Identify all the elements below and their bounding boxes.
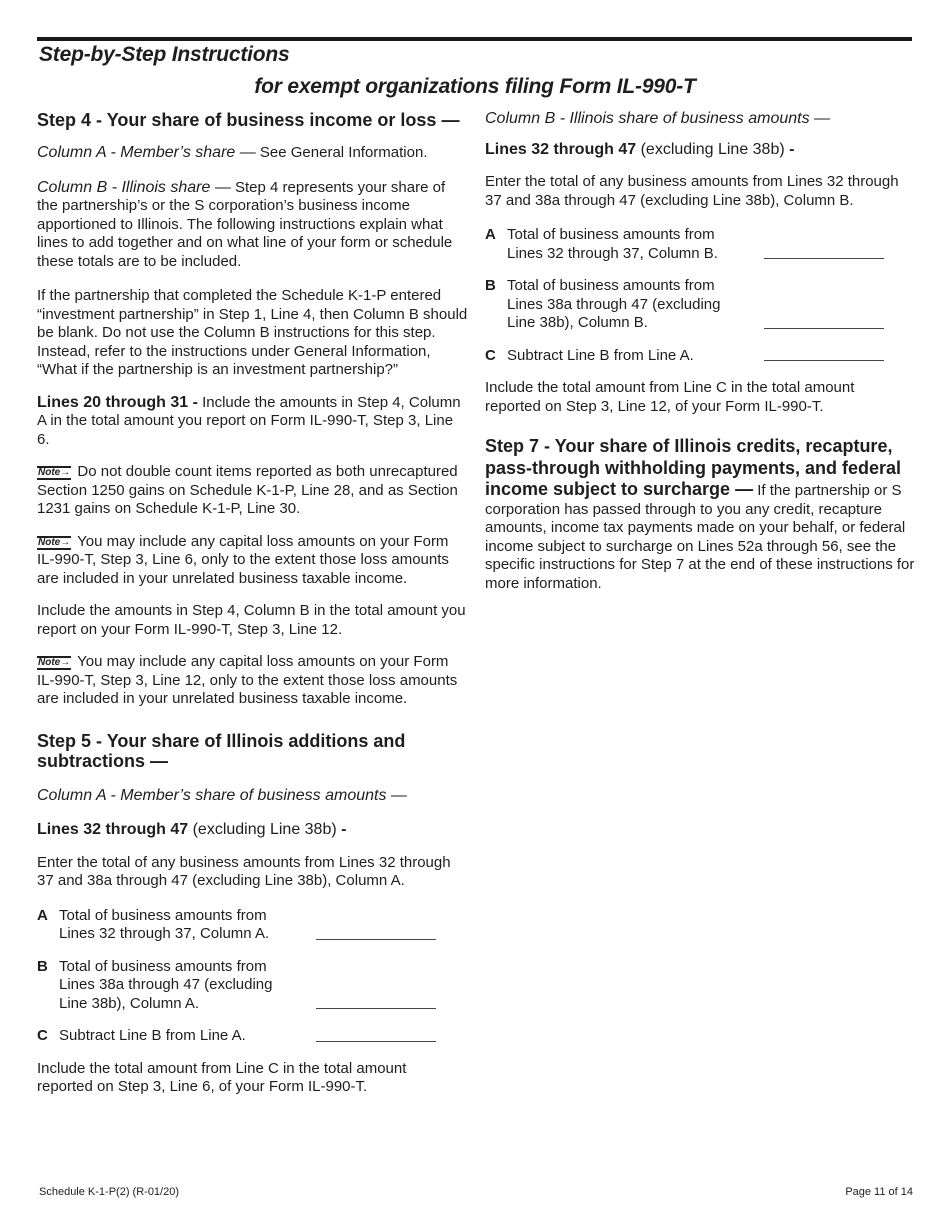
note3-paragraph xyxy=(37,653,469,709)
line-text: Subtract Line B from Line A. xyxy=(59,1027,246,1044)
line-item-c xyxy=(37,1027,469,1046)
lines32-dash: - xyxy=(789,140,795,158)
colB5-label: Column B - Illinois share of business amounts — xyxy=(485,110,831,127)
colB-text: Step 4 represents your share of the partnership’s or the S corporation’s business income apportioned to Illinois. The following instructions explain what lines to add together and on what line of your form or schedule these totals are to be included. xyxy=(37,178,453,270)
colA5-label: Column A - Member’s share of business amounts — xyxy=(37,786,407,804)
note2-paragraph xyxy=(37,533,469,589)
colA-label: Column A - Member’s share — xyxy=(37,144,256,161)
line-letter: C xyxy=(485,346,496,364)
lines32-rest: (excluding Line 38b) xyxy=(636,140,790,158)
lines32-heading xyxy=(37,821,469,840)
page-subtitle-text: for exempt organizations filing Form IL-990-T xyxy=(254,75,696,98)
colB-paragraph xyxy=(37,179,469,272)
line-letter: C xyxy=(37,1027,48,1044)
line-text: Total of business amounts from Lines 38a through 47 (excluding Line 38b), Column A. xyxy=(59,957,273,1012)
step5-heading: Step 5 - Your share of Illinois additions and subtractions — xyxy=(37,730,406,771)
line-c-blank xyxy=(764,359,884,361)
line-a-blank xyxy=(764,257,884,259)
note2-text: You may include any capital loss amounts on your Form IL-990-T, Step 3, Line 6, only to the extent those loss amounts are included in your unrelated business taxable income. xyxy=(37,532,449,587)
line-letter: B xyxy=(485,277,496,294)
line-a-blank xyxy=(316,938,436,940)
note3-text: You may include any capital loss amounts on your Form IL-990-T, Step 3, Line 12, only to the extent those loss amounts are included in your unrelated business taxable income. xyxy=(37,653,458,707)
line-letter: A xyxy=(485,226,496,243)
line-item-a xyxy=(37,907,469,944)
step7-text: If the partnership or S corporation has passed through to you any credit, recapture amounts, income tax payments made on your behalf, or federal income subject to surcharge on Lines 52a through 56, see the specific instructions for Step 7 at the end of these instructions for more information. xyxy=(485,482,915,592)
lines20-label: Lines 20 through 31 - xyxy=(37,393,198,411)
lines32-bold: Lines 32 through 47 xyxy=(37,821,189,838)
step4-heading: Step 4 - Your share of business income or loss — xyxy=(37,110,460,130)
left-column xyxy=(37,110,469,1111)
lines20-text: Include the amounts in Step 4, Column A in the total amount you report on Form IL-990-T, Step 3, Line 6. xyxy=(37,393,461,448)
page-number: Page 11 of 14 xyxy=(845,1186,913,1198)
lines32-rest: (excluding Line 38b) xyxy=(188,821,342,838)
note-icon: Note→ xyxy=(38,536,71,548)
enter-total-paragraph-right: Enter the total of any business amounts from Lines 32 through 37 and 38a through 47 (excluding Line 38b), Column B. xyxy=(485,173,899,209)
line-text: Total of business amounts from Lines 38a through 47 (excluding Line 38b), Column B. xyxy=(507,277,721,331)
investment-paragraph: If the partnership that completed the Schedule K-1-P entered “investment partnership” in Step 1, Line 4, then Column B should be blank. Do not use the Column B instructions for this step. Instead, refer to the instructions under General Information, “What if the partnership is an investment partnership?” xyxy=(37,287,468,378)
line-item-c-right xyxy=(485,347,917,366)
line-b-blank xyxy=(316,1007,436,1009)
lines20-paragraph xyxy=(37,394,469,450)
include-C-paragraph: Include the total amount from Line C in the total amount reported on Step 3, Line 6, of your Form IL-990-T. xyxy=(37,1059,407,1095)
page-title: Step-by-Step Instructions xyxy=(39,43,290,66)
note1-text: Do not double count items reported as both unrecaptured Section 1250 gains on Schedule K-1-P, Line 28, and as Section 1231 gains on Schedule K-1-P, Line 30. xyxy=(37,463,458,517)
colA-text: See General Information. xyxy=(255,144,428,161)
line-text: Subtract Line B from Line A. xyxy=(507,346,694,364)
step7-heading: Step 7 - Your share of Illinois credits, recapture, pass-through withholding payments, and federal income subject to surcharge — xyxy=(485,436,902,499)
lines32-bold: Lines 32 through 47 xyxy=(485,140,637,158)
note-icon: Note→ xyxy=(38,467,71,478)
step7-paragraph xyxy=(485,436,917,593)
lines32-heading-right xyxy=(485,141,917,160)
right-column xyxy=(485,110,917,607)
line-c-blank xyxy=(316,1040,436,1042)
page-subtitle xyxy=(0,75,950,99)
form-id: Schedule K-1-P(2) (R-01/20) xyxy=(39,1186,180,1198)
line-text: Total of business amounts from Lines 32 through 37, Column A. xyxy=(59,906,270,942)
note1-paragraph xyxy=(37,463,469,519)
note-icon: Note→ xyxy=(38,657,71,668)
line-item-b-right xyxy=(485,277,917,333)
enter-total-paragraph: Enter the total of any business amounts from Lines 32 through 37 and 38a through 47 (excluding Line 38b), Column A. xyxy=(37,853,451,889)
line-letter: A xyxy=(37,906,48,924)
colA-paragraph xyxy=(37,144,469,163)
include-colB-paragraph: Include the amounts in Step 4, Column B in the total amount you report on your Form IL-990-T, Step 3, Line 12. xyxy=(37,602,466,638)
line-text: Total of business amounts from Lines 32 through 37, Column B. xyxy=(507,226,718,262)
top-rule xyxy=(37,37,912,41)
colB-label: Column B - Illinois share — xyxy=(37,178,231,196)
include-C-paragraph-right: Include the total amount from Line C in the total amount reported on Step 3, Line 12, of your Form IL-990-T. xyxy=(485,379,855,415)
line-item-a-right xyxy=(485,226,917,263)
lines32-dash: - xyxy=(341,821,347,838)
line-b-blank xyxy=(764,327,884,329)
line-item-b xyxy=(37,958,469,1014)
line-letter: B xyxy=(37,957,48,975)
